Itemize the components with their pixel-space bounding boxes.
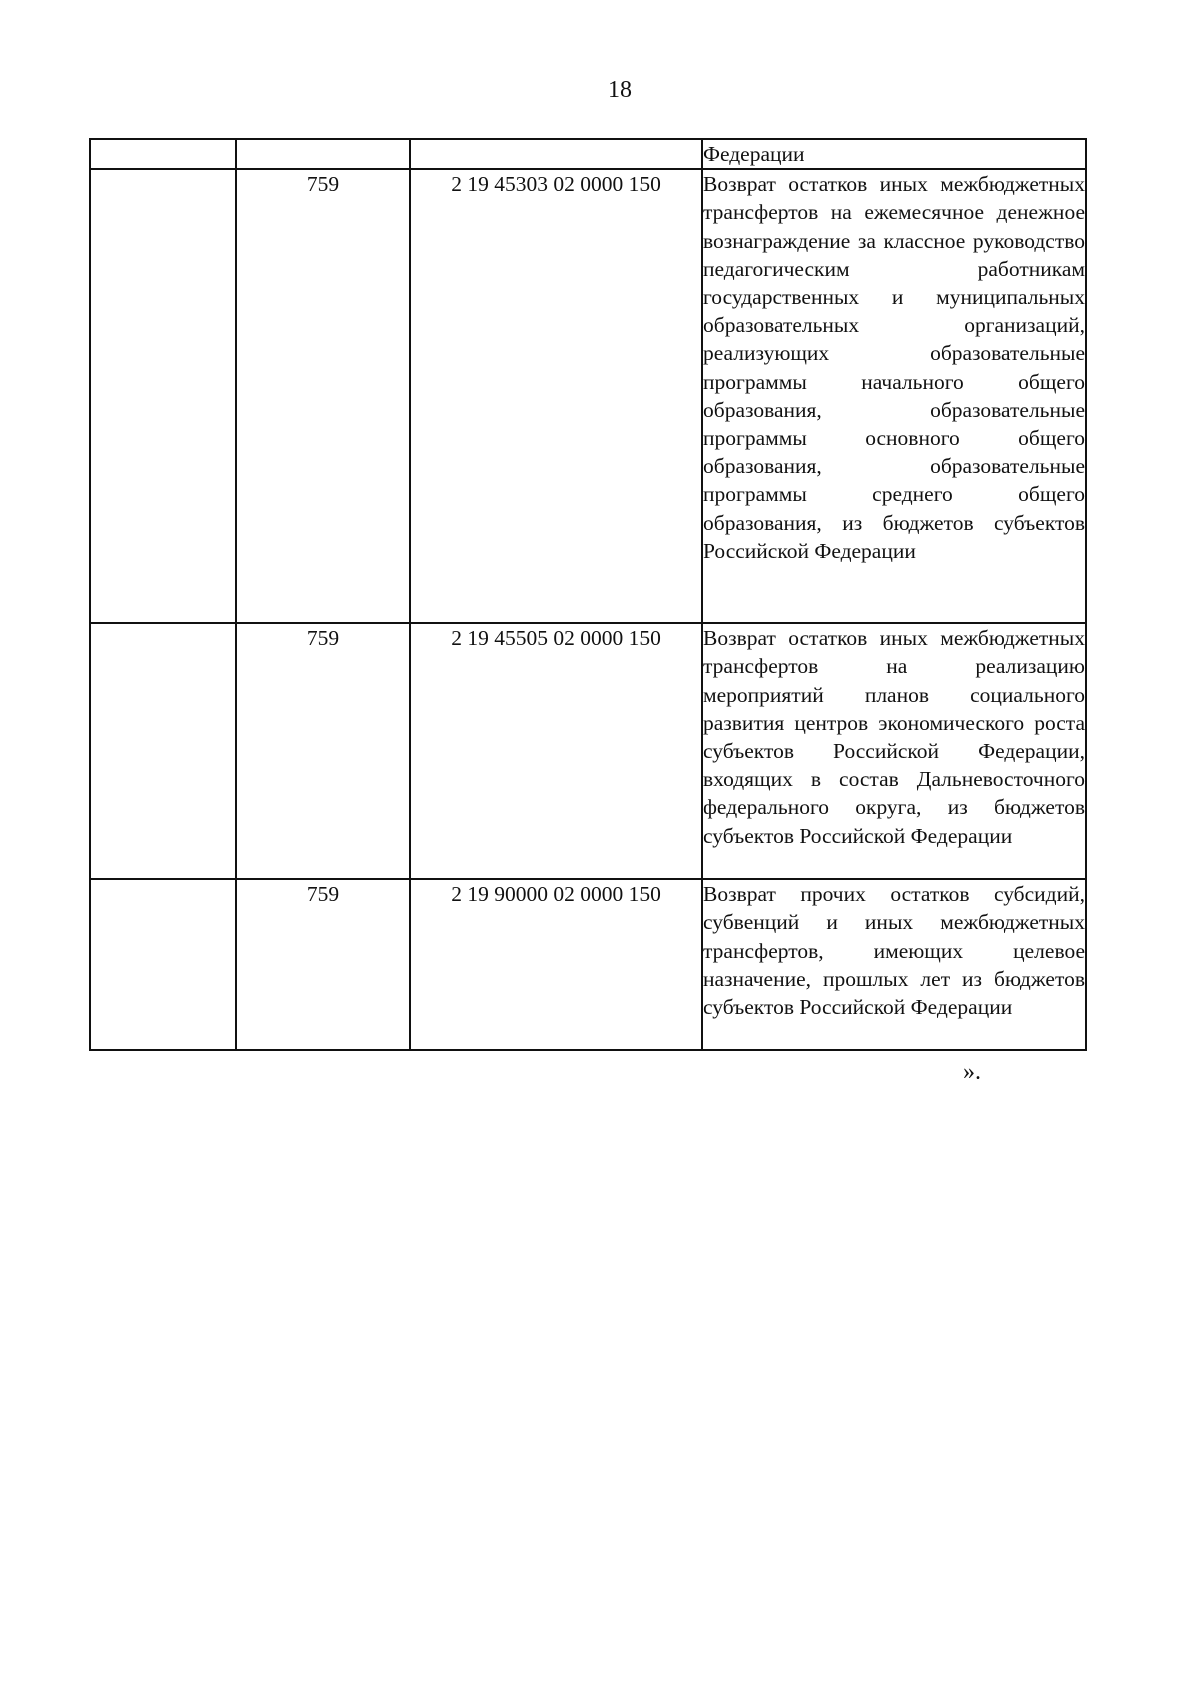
description-cell xyxy=(702,169,1086,623)
table-row xyxy=(90,169,1086,623)
description-text: Возврат остатков иных межбюджетных трансфертов на ежемесячное денежное вознаграждение за классное руководство педагогическим работникам государственных и муниципальных образовательных организаций, реализующих образовательные программы начального общего образования, образовательные программы основного общего образования, образовательные программы среднего общего образования, из бюджетов субъектов Российской Федерации xyxy=(703,172,1085,563)
page-number: 18 xyxy=(608,77,632,103)
admin-code-cell: 759 xyxy=(236,169,410,623)
closing-quote-mark: ». xyxy=(963,1059,981,1085)
table-row xyxy=(90,139,1086,169)
revenue-code-cell: 2 19 45505 02 0000 150 xyxy=(410,623,702,879)
description-cell xyxy=(702,623,1086,879)
description-text: Возврат прочих остатков субсидий, субвенций и иных межбюджетных трансфертов, имеющих целевое назначение, прошлых лет из бюджетов субъектов Российской Федерации xyxy=(703,882,1085,1020)
revenue-codes-table xyxy=(89,138,1087,1051)
table-cell-empty xyxy=(90,169,236,623)
table-cell-empty xyxy=(90,139,236,169)
revenue-code-cell: 2 19 45303 02 0000 150 xyxy=(410,169,702,623)
table-row xyxy=(90,879,1086,1050)
description-text: Федерации xyxy=(703,142,805,166)
admin-code-cell: 759 xyxy=(236,623,410,879)
revenue-code-cell xyxy=(410,139,702,169)
description-text: Возврат остатков иных межбюджетных трансфертов на реализацию мероприятий планов социального развития центров экономического роста субъектов Российской Федерации, входящих в состав Дальневосточного федерального округа, из бюджетов субъектов Российской Федерации xyxy=(703,626,1085,848)
admin-code-cell xyxy=(236,139,410,169)
description-cell xyxy=(702,879,1086,1050)
table-cell-empty xyxy=(90,879,236,1050)
revenue-code-cell: 2 19 90000 02 0000 150 xyxy=(410,879,702,1050)
table-row xyxy=(90,623,1086,879)
table-cell-empty xyxy=(90,623,236,879)
admin-code-cell: 759 xyxy=(236,879,410,1050)
description-cell xyxy=(702,139,1086,169)
